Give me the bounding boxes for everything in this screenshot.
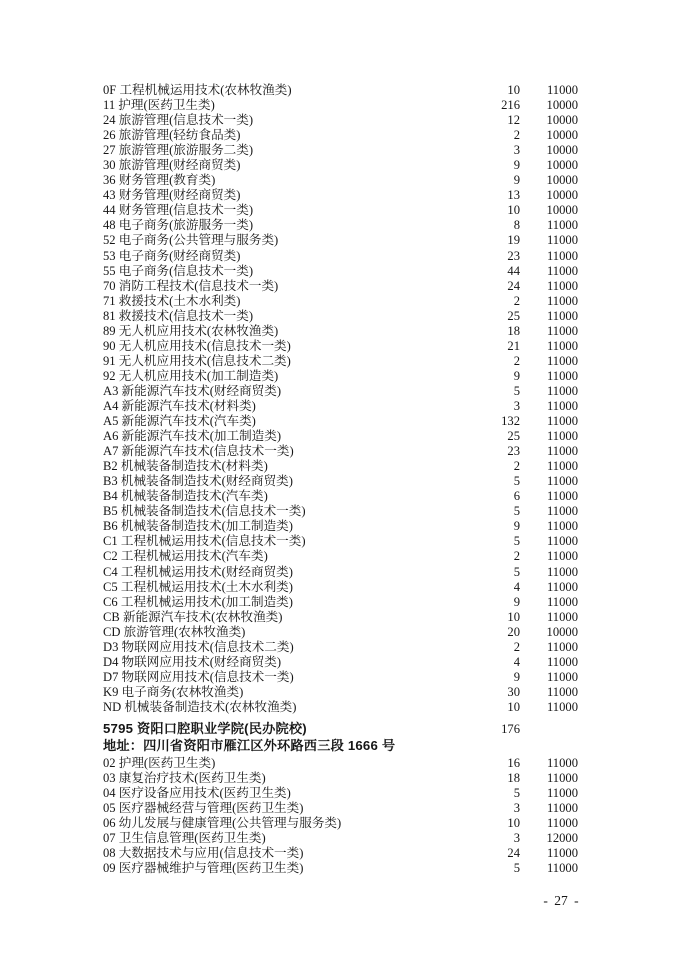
- program-row: [103, 429, 578, 444]
- program-label: B4 机械装备制造技术(汽车类): [103, 489, 268, 504]
- program-row: [103, 369, 578, 384]
- program-tuition: 11000: [546, 594, 578, 609]
- program-tuition: 11000: [546, 293, 578, 308]
- program-label: 04 医疗设备应用技术(医药卫生类): [103, 786, 291, 801]
- program-tuition: 11000: [546, 684, 578, 699]
- program-quota: 9: [513, 519, 520, 534]
- program-label: D3 物联网应用技术(信息技术二类): [103, 639, 294, 654]
- program-quota: 44: [507, 263, 520, 278]
- program-quota: 9: [513, 368, 520, 383]
- program-row: [103, 339, 578, 354]
- program-tuition: 11000: [546, 383, 578, 398]
- program-quota: 10: [507, 699, 520, 714]
- program-quota: 23: [507, 444, 520, 459]
- program-tuition: 11000: [546, 519, 578, 534]
- program-label: 27 旅游管理(旅游服务二类): [103, 143, 254, 158]
- program-tuition: 11000: [546, 414, 578, 429]
- program-row: [103, 459, 578, 474]
- program-tuition: 11000: [546, 579, 578, 594]
- program-tuition: 10000: [546, 128, 578, 143]
- program-tuition: 11000: [546, 429, 578, 444]
- program-label: 81 救援技术(信息技术一类): [103, 308, 254, 323]
- program-row: [103, 640, 578, 655]
- school-title: 5795 资阳口腔职业学院(民办院校): [103, 720, 307, 736]
- program-row: [103, 294, 578, 309]
- program-label: K9 电子商务(农林牧渔类): [103, 684, 244, 699]
- program-quota: 5: [513, 383, 520, 398]
- program-tuition: 11000: [546, 263, 578, 278]
- program-row: [103, 203, 578, 218]
- program-row: [103, 655, 578, 670]
- program-quota: 23: [507, 248, 520, 263]
- program-label: 11 护理(医药卫生类): [103, 98, 215, 113]
- program-quota: 10: [507, 83, 520, 97]
- program-tuition: 11000: [546, 534, 578, 549]
- program-row: [103, 519, 578, 534]
- program-tuition: 11000: [546, 368, 578, 383]
- program-tuition: 11000: [546, 846, 578, 861]
- program-tuition: 11000: [546, 699, 578, 714]
- program-row: [103, 846, 578, 861]
- program-row: [103, 861, 578, 876]
- program-tuition: 11000: [546, 444, 578, 459]
- program-row: [103, 309, 578, 324]
- program-quota: 20: [507, 624, 520, 639]
- program-label: 30 旅游管理(财经商贸类): [103, 158, 241, 173]
- program-quota: 5: [513, 786, 520, 801]
- program-row: [103, 384, 578, 399]
- program-label: 90 无人机应用技术(信息技术一类): [103, 338, 291, 353]
- program-tuition: 11000: [546, 549, 578, 564]
- program-label: A5 新能源汽车技术(汽车类): [103, 414, 256, 429]
- school-total-quota: 176: [501, 721, 520, 736]
- program-row: [103, 580, 578, 595]
- program-row: [103, 113, 578, 128]
- program-quota: 2: [513, 353, 520, 368]
- program-label: 52 电子商务(公共管理与服务类): [103, 233, 279, 248]
- program-row: [103, 771, 578, 786]
- program-label: C4 工程机械运用技术(财经商贸类): [103, 564, 293, 579]
- program-row: [103, 816, 578, 831]
- program-tuition: 11000: [546, 474, 578, 489]
- program-label: 92 无人机应用技术(加工制造类): [103, 368, 279, 383]
- program-tuition: 11000: [546, 233, 578, 248]
- program-quota: 18: [507, 771, 520, 786]
- program-label: CD 旅游管理(农林牧渔类): [103, 624, 246, 639]
- program-quota: 5: [513, 564, 520, 579]
- program-quota: 2: [513, 128, 520, 143]
- program-tuition: 11000: [546, 771, 578, 786]
- program-label: D7 物联网应用技术(信息技术一类): [103, 669, 294, 684]
- program-tuition: 11000: [546, 308, 578, 323]
- program-quota: 9: [513, 158, 520, 173]
- program-row: [103, 534, 578, 549]
- program-row: [103, 474, 578, 489]
- program-quota: 9: [513, 594, 520, 609]
- program-row: [103, 218, 578, 233]
- program-quota: 24: [507, 846, 520, 861]
- program-label: B5 机械装备制造技术(信息技术一类): [103, 504, 306, 519]
- program-quota: 10: [507, 203, 520, 218]
- school-header: [103, 720, 578, 754]
- program-label: A7 新能源汽车技术(信息技术一类): [103, 444, 294, 459]
- program-row: [103, 173, 578, 188]
- program-row: [103, 700, 578, 715]
- program-row: [103, 444, 578, 459]
- program-label: 26 旅游管理(轻纺食品类): [103, 128, 241, 143]
- program-label: B3 机械装备制造技术(财经商贸类): [103, 474, 293, 489]
- program-row: [103, 670, 578, 685]
- program-quota: 2: [513, 549, 520, 564]
- program-quota: 24: [507, 278, 520, 293]
- program-tuition: 11000: [546, 816, 578, 831]
- program-quota: 9: [513, 669, 520, 684]
- program-quota: 216: [501, 98, 520, 113]
- page-number: - 27 -: [543, 893, 579, 908]
- program-label: 03 康复治疗技术(医药卫生类): [103, 771, 266, 786]
- program-label: 24 旅游管理(信息技术一类): [103, 113, 254, 128]
- program-label: 70 消防工程技术(信息技术一类): [103, 278, 279, 293]
- program-row: [103, 831, 578, 846]
- program-tuition: 11000: [546, 654, 578, 669]
- program-label: 43 财务管理(财经商贸类): [103, 188, 241, 203]
- program-quota: 12: [507, 113, 520, 128]
- program-tuition: 11000: [546, 218, 578, 233]
- program-row: [103, 324, 578, 339]
- program-row: [103, 188, 578, 203]
- program-label: CB 新能源汽车技术(农林牧渔类): [103, 609, 283, 624]
- program-quota: 16: [507, 755, 520, 770]
- program-row: [103, 610, 578, 625]
- program-quota: 9: [513, 173, 520, 188]
- program-label: 55 电子商务(信息技术一类): [103, 263, 254, 278]
- program-quota: 21: [507, 338, 520, 353]
- program-label: 06 幼儿发展与健康管理(公共管理与服务类): [103, 816, 342, 831]
- program-row: [103, 625, 578, 640]
- program-row: [103, 249, 578, 264]
- program-row: [103, 565, 578, 580]
- program-label: D4 物联网应用技术(财经商贸类): [103, 654, 282, 669]
- program-quota: 132: [501, 414, 520, 429]
- program-row: [103, 685, 578, 700]
- program-row: [103, 264, 578, 279]
- program-quota: 25: [507, 308, 520, 323]
- program-tuition: 10000: [546, 113, 578, 128]
- program-label: 08 大数据技术与应用(信息技术一类): [103, 846, 304, 861]
- program-row: [103, 158, 578, 173]
- program-quota: 5: [513, 534, 520, 549]
- program-label: C1 工程机械运用技术(信息技术一类): [103, 534, 306, 549]
- program-label: 44 财务管理(信息技术一类): [103, 203, 254, 218]
- program-label: A6 新能源汽车技术(加工制造类): [103, 429, 282, 444]
- program-list: [103, 83, 578, 876]
- program-label: 05 医疗器械经营与管理(医药卫生类): [103, 801, 304, 816]
- program-quota: 5: [513, 861, 520, 876]
- program-row: [103, 595, 578, 610]
- program-tuition: 11000: [546, 353, 578, 368]
- program-tuition: 10000: [546, 203, 578, 218]
- program-tuition: 11000: [546, 861, 578, 876]
- program-tuition: 11000: [546, 278, 578, 293]
- program-label: 89 无人机应用技术(农林牧渔类): [103, 323, 279, 338]
- program-row: [103, 128, 578, 143]
- program-tuition: 11000: [546, 338, 578, 353]
- program-quota: 25: [507, 429, 520, 444]
- program-tuition: 10000: [546, 173, 578, 188]
- program-tuition: 11000: [546, 398, 578, 413]
- program-tuition: 10000: [546, 98, 578, 113]
- program-label: 71 救援技术(土木水利类): [103, 293, 241, 308]
- program-label: 02 护理(医药卫生类): [103, 755, 216, 770]
- program-quota: 8: [513, 218, 520, 233]
- program-quota: 3: [513, 831, 520, 846]
- program-row: [103, 354, 578, 369]
- program-label: A3 新能源汽车技术(财经商贸类): [103, 383, 282, 398]
- program-quota: 5: [513, 504, 520, 519]
- program-tuition: 11000: [546, 786, 578, 801]
- program-label: 36 财务管理(教育类): [103, 173, 216, 188]
- program-label: A4 新能源汽车技术(材料类): [103, 398, 256, 413]
- program-tuition: 10000: [546, 624, 578, 639]
- program-tuition: 11000: [546, 669, 578, 684]
- program-tuition: 11000: [546, 609, 578, 624]
- program-row: [103, 489, 578, 504]
- program-row: [103, 143, 578, 158]
- program-quota: 6: [513, 489, 520, 504]
- program-label: B6 机械装备制造技术(加工制造类): [103, 519, 293, 534]
- program-quota: 3: [513, 398, 520, 413]
- program-quota: 5: [513, 474, 520, 489]
- program-quota: 3: [513, 801, 520, 816]
- program-tuition: 11000: [546, 83, 578, 97]
- program-label: C5 工程机械运用技术(土木水利类): [103, 579, 293, 594]
- program-label: 53 电子商务(财经商贸类): [103, 248, 241, 263]
- program-row: [103, 504, 578, 519]
- program-label: B2 机械装备制造技术(材料类): [103, 459, 268, 474]
- program-quota: 2: [513, 459, 520, 474]
- program-label: 07 卫生信息管理(医药卫生类): [103, 831, 266, 846]
- program-label: C2 工程机械运用技术(汽车类): [103, 549, 268, 564]
- program-quota: 10: [507, 816, 520, 831]
- program-quota: 2: [513, 293, 520, 308]
- program-row: [103, 98, 578, 113]
- program-row: [103, 399, 578, 414]
- program-row: [103, 414, 578, 429]
- program-label: 91 无人机应用技术(信息技术二类): [103, 353, 291, 368]
- program-label: ND 机械装备制造技术(农林牧渔类): [103, 699, 297, 714]
- program-quota: 2: [513, 639, 520, 654]
- program-quota: 10: [507, 609, 520, 624]
- program-label: C6 工程机械运用技术(加工制造类): [103, 594, 293, 609]
- program-tuition: 10000: [546, 143, 578, 158]
- school-address: 地址：四川省资阳市雁江区外环路西三段 1666 号: [103, 737, 396, 753]
- school-header-row: [103, 720, 578, 737]
- program-quota: 19: [507, 233, 520, 248]
- program-tuition: 10000: [546, 158, 578, 173]
- program-row: [103, 756, 578, 771]
- program-tuition: 10000: [546, 188, 578, 203]
- program-tuition: 11000: [546, 564, 578, 579]
- program-tuition: 11000: [546, 459, 578, 474]
- program-tuition: 11000: [546, 755, 578, 770]
- program-quota: 4: [513, 654, 520, 669]
- program-tuition: 11000: [546, 489, 578, 504]
- program-row: [103, 549, 578, 564]
- program-quota: 13: [507, 188, 520, 203]
- program-tuition: 11000: [546, 639, 578, 654]
- program-tuition: 12000: [546, 831, 578, 846]
- program-tuition: 11000: [546, 801, 578, 816]
- program-quota: 3: [513, 143, 520, 158]
- program-label: 48 电子商务(旅游服务一类): [103, 218, 254, 233]
- program-quota: 30: [507, 684, 520, 699]
- program-tuition: 11000: [546, 504, 578, 519]
- program-quota: 4: [513, 579, 520, 594]
- program-tuition: 11000: [546, 248, 578, 263]
- program-quota: 18: [507, 323, 520, 338]
- program-label: 09 医疗器械维护与管理(医药卫生类): [103, 861, 304, 876]
- program-row: [103, 83, 578, 98]
- program-tuition: 11000: [546, 323, 578, 338]
- program-row: [103, 801, 578, 816]
- program-label: 0F 工程机械运用技术(农林牧渔类): [103, 83, 292, 97]
- program-row: [103, 786, 578, 801]
- program-row: [103, 233, 578, 248]
- program-row: [103, 279, 578, 294]
